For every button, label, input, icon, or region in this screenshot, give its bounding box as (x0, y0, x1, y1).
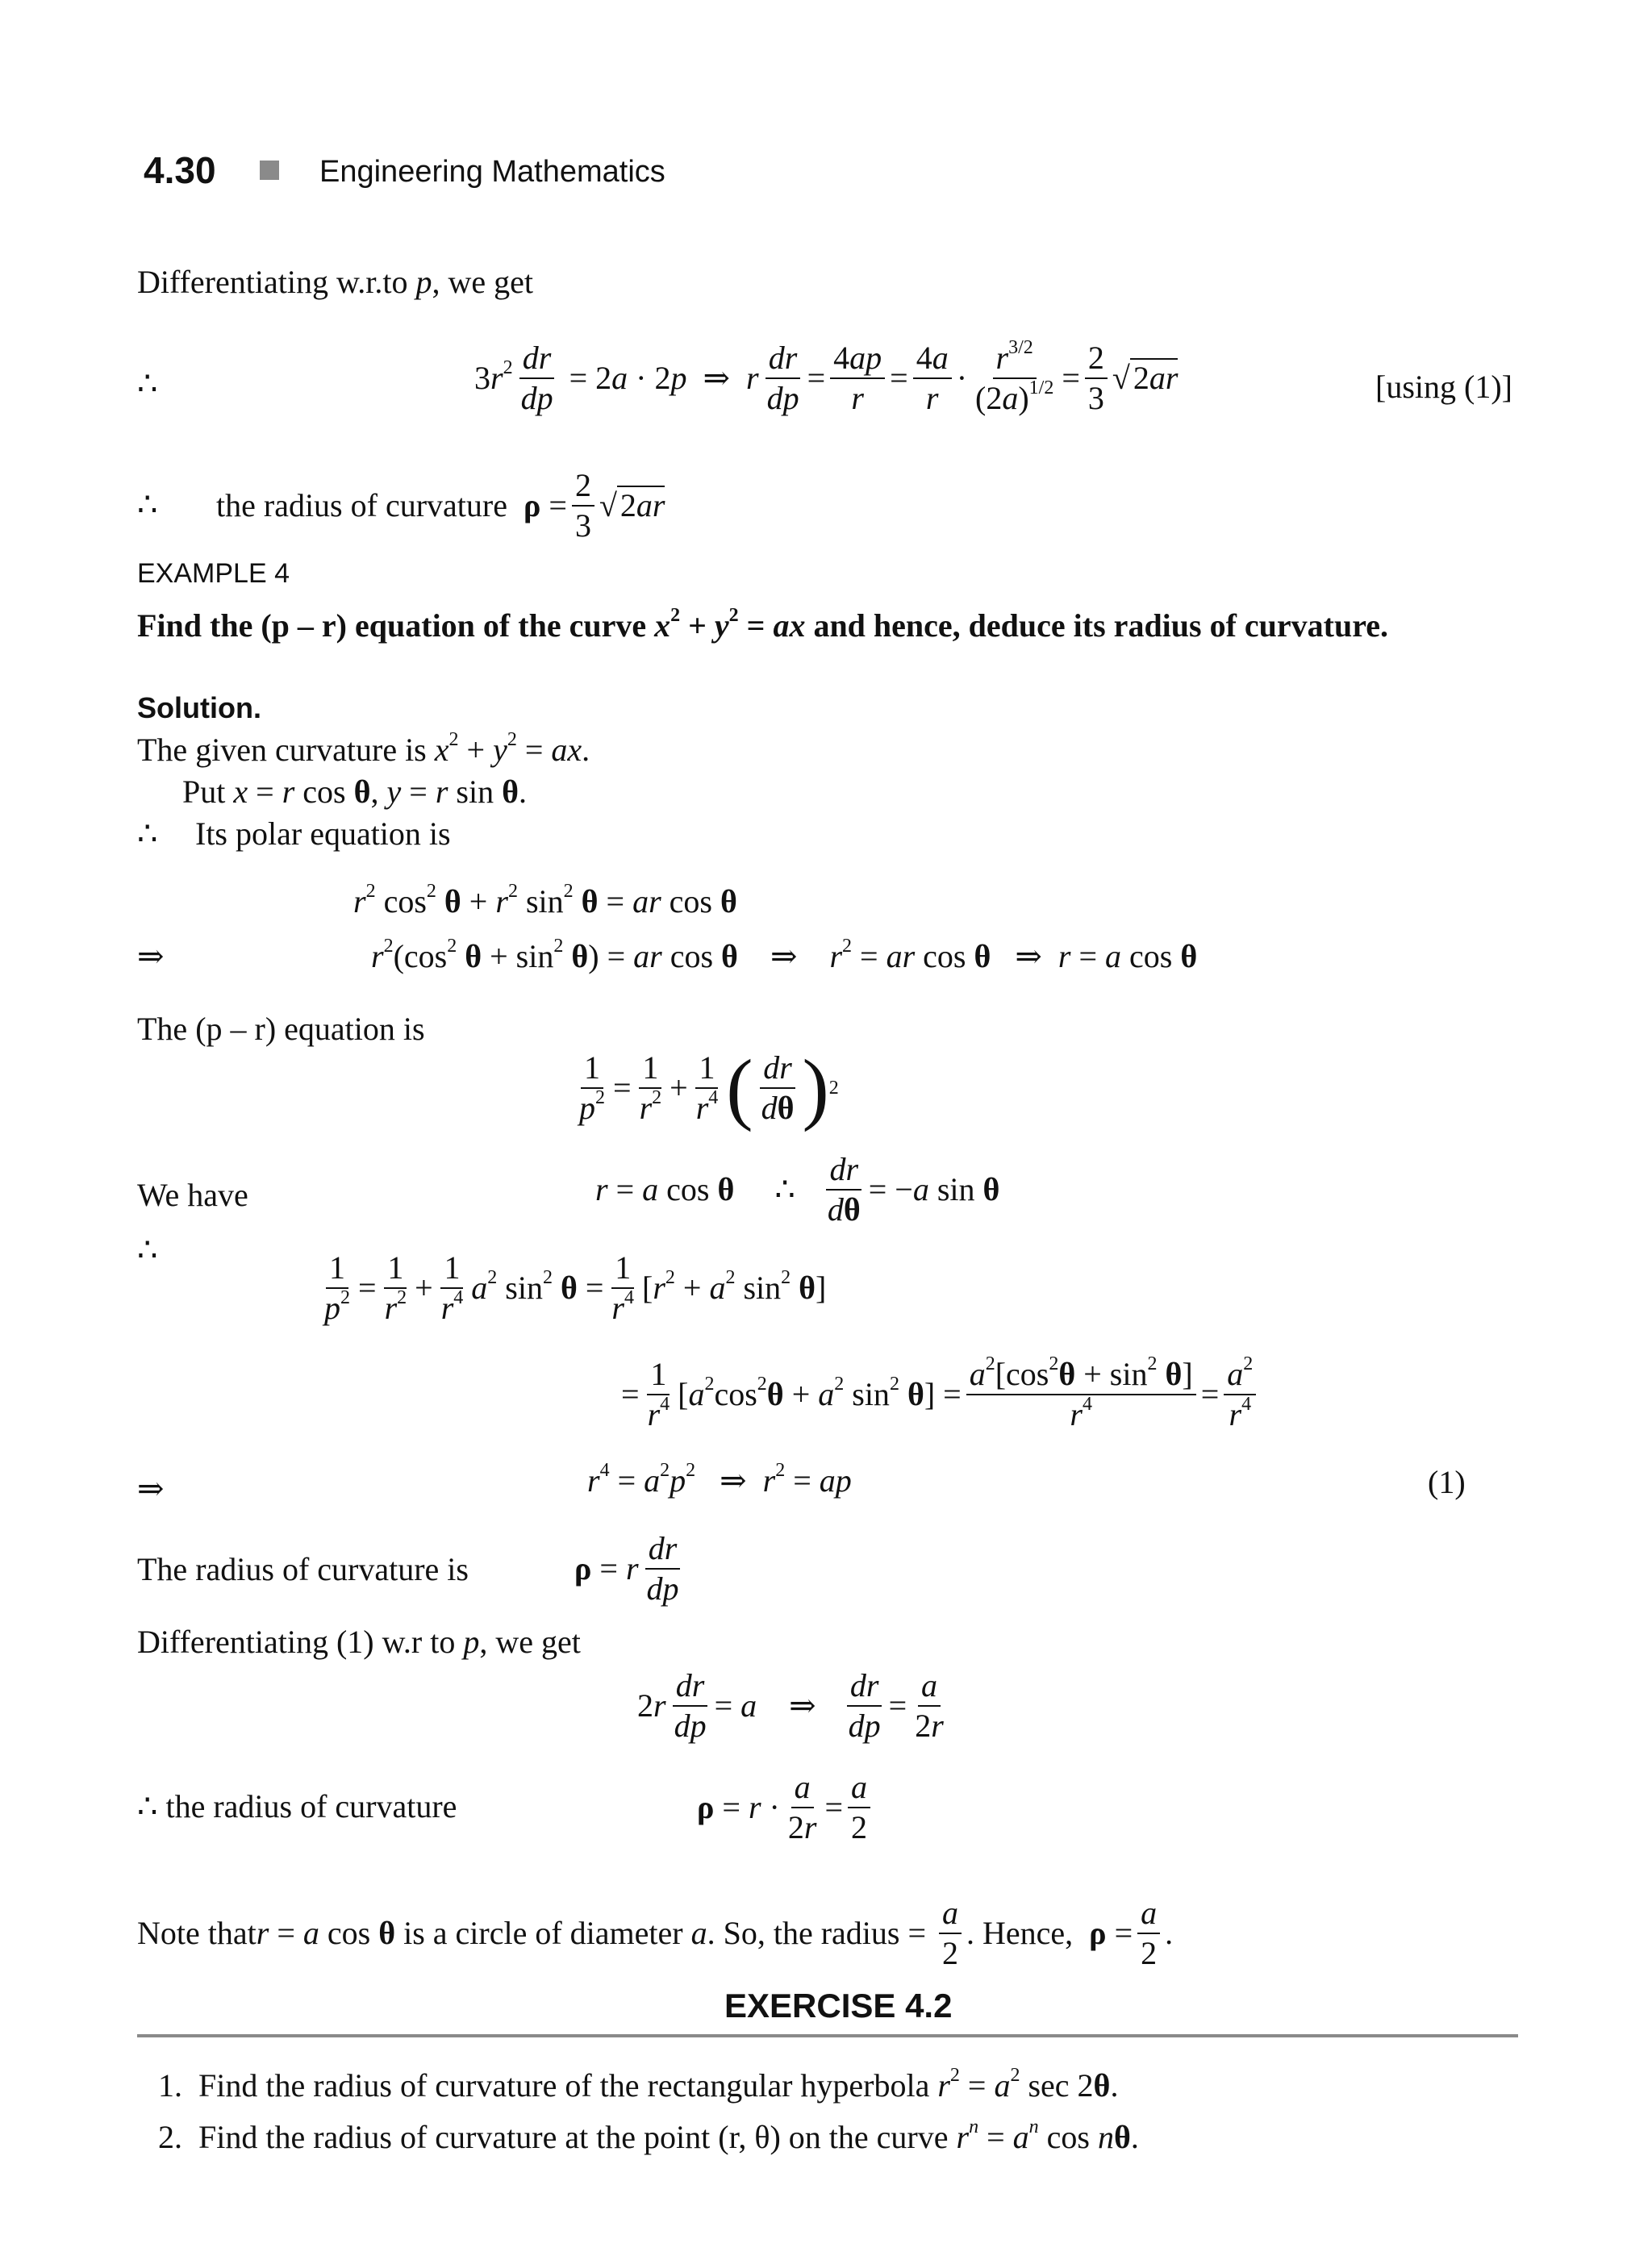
polar-eq-1: $r^2$ $\cos^2 \theta + r^2$ $\sin^2 \theta$ = ar cos θ (353, 880, 737, 919)
exercise-item-1: 1. Find the radius of curvature of the rectangular hyperbola $r^2 = a^2$ sec 2θ. (158, 2064, 1119, 2104)
radius-final-eq: ρ = r · $\frac{a}{2r}$ = $\frac{a}{2}$ (697, 1768, 875, 1847)
diff1-intro (137, 1626, 581, 1658)
solution-label: Solution. (137, 691, 261, 724)
exercise-item-2-text: Find the radius of curvature at the point (r, θ) on the curve (198, 2119, 957, 2155)
diff1-var: p (463, 1624, 480, 1660)
we-have: We have (137, 1177, 248, 1213)
example-label: EXAMPLE 4 (137, 558, 290, 589)
exercise-title: EXERCISE 4.2 (724, 1987, 953, 2025)
exercise-item-1-text: Find the radius of curvature of the rectangular hyperbola (198, 2067, 938, 2104)
example-problem: Find the (p – r) equation of the curve $x^2 + y^2$ = ax and hence, deduce its radius of curvature. (137, 604, 1389, 644)
note-mid: is a circle of diameter (395, 1915, 691, 1951)
equation-differentiation: $3r^2$ $\frac{dr}{dp}$ = 2a · 2p ⇒ r $\frac{dr}{dp}$ = $\frac{4ap}{r}$ = $\frac{4a}{r}$ · $\frac{r^{3/2}}{(2a)^{1/2}}$ = $\frac{2}{3}$ √ 2ar (474, 336, 1179, 416)
given-pre: The given curvature is (137, 732, 435, 768)
exercise-item-2: 2. Find the radius of curvature at the point (r, θ) on the curve $r^n = a^n$ cos nθ. (158, 2116, 1139, 2155)
substituted-eq-1: $\frac{1}{p^2}$ = $\frac{1}{r^2}$ + $\frac{1}{r^4}$ $a^2$ $\sin^2 \theta$ = $\frac{1}{r^4}$ [$r^2 + a^2$ $\sin^2 \theta$] (324, 1249, 827, 1326)
therefore-symbol: ∴ (137, 365, 158, 402)
diff1-pre: Differentiating (1) w.r to (137, 1624, 464, 1660)
therefore-symbol-2: ∴ (137, 486, 158, 523)
page-number: 4.30 (144, 149, 216, 191)
example-problem-pre: Find the (p – r) equation of the curve (137, 607, 655, 644)
pr-equation: $\frac{1}{p^2}$ = $\frac{1}{r^2}$ + $\frac{1}{r^4}$ ( $\frac{dr}{d\theta}$ ) 2 (579, 1043, 839, 1132)
diff-intro-post: , we get (432, 264, 533, 300)
note-mid2: . So, the radius = (707, 1915, 935, 1951)
header-square-icon (260, 161, 279, 180)
radius-is: The radius of curvature is (137, 1551, 469, 1587)
we-have-eq: r = a cos θ ∴ $\frac{dr}{d\theta}$ = −a sin θ (595, 1151, 1000, 1228)
implies-arrow-2: ⇒ (137, 1470, 165, 1507)
exercise-item-2-num: 2. (158, 2119, 182, 2155)
therefore-symbol-3: ∴ (137, 815, 158, 852)
polar-eq-2: $r^2(\cos^2$ $\theta + \sin^2 \theta$) = ar cos θ ⇒ $r^2$ = ar cos θ ⇒ r = a cos θ (371, 935, 1198, 974)
result-eq: $r^4 = a^2p^2$ ⇒ $r^2$ = ap (587, 1459, 852, 1499)
diff1-eq: 2r $\frac{dr}{dp}$ = a ⇒ $\frac{dr}{dp}$ = $\frac{a}{2r}$ (637, 1667, 944, 1744)
note-pre: Note that (137, 1915, 257, 1951)
example-problem-post: and hence, deduce its radius of curvature. (805, 607, 1389, 644)
given-curve: The given curvature is $x^2 + y^2$ = ax. (137, 728, 590, 768)
exercise-divider (137, 2034, 1518, 2037)
equation-number: (1) (1428, 1464, 1466, 1500)
using-reference: [using (1)] (1375, 369, 1512, 405)
put-pre: Put (182, 774, 234, 810)
diff-intro-var: p (415, 264, 432, 300)
substitution: Put x = r cos θ, y = r sin θ. (182, 774, 527, 810)
pr-intro: The (p – r) equation is (137, 1011, 425, 1047)
diff1-post: , we get (479, 1624, 581, 1660)
radius-formula: ρ = r $\frac{dr}{dp}$ (574, 1530, 679, 1607)
exercise-item-1-num: 1. (158, 2067, 182, 2104)
radius-statement: the radius of curvature ρ = $\frac{2}{3}$ √ 2ar (216, 467, 665, 544)
book-title: Engineering Mathematics (319, 155, 665, 189)
radius-final: ∴ the radius of curvature (137, 1788, 457, 1824)
note: Note that r = a cos θ is a circle of diameter a . So, the radius = $\frac{a}{2}$ . Hence, ρ = $\frac{a}{2}$ . (137, 1895, 1174, 1971)
diff-intro-pre: Differentiating w.r.to (137, 264, 416, 300)
note-hence: . Hence, (966, 1915, 1082, 1951)
therefore-symbol-4: ∴ (137, 1232, 158, 1268)
implies-arrow-1: ⇒ (137, 938, 165, 974)
diff-intro (137, 266, 533, 298)
radius-text: the radius of curvature (216, 487, 507, 523)
substituted-eq-2: = $\frac{1}{r^4}$ [$a^2\cos^2\theta + a^2$ $\sin^2 \theta$] = $\frac{a^2[\cos^2\theta + \sin^2 \theta]}{r^4}$ = $\frac{a^2}{r^4}$ (621, 1355, 1261, 1434)
polar-intro: Its polar equation is (195, 815, 451, 852)
